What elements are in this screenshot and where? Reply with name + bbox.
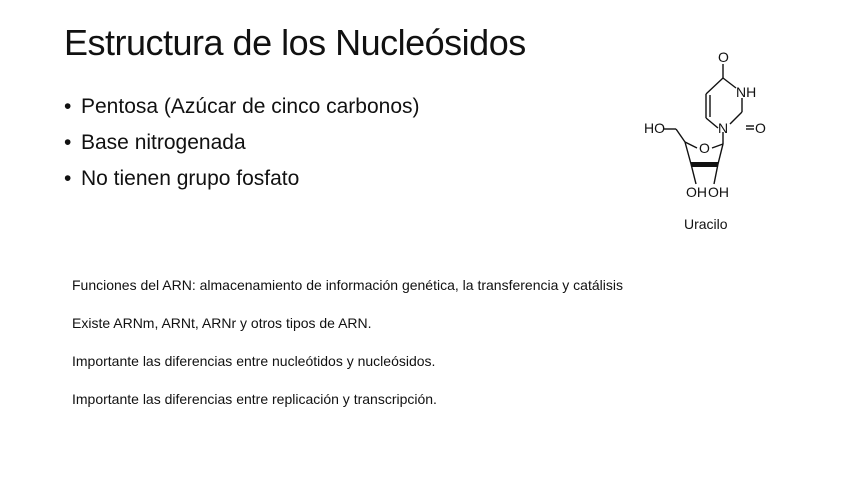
- bullet-list: [64, 89, 420, 197]
- atom-o-top: O: [718, 49, 729, 65]
- bullet-item: [64, 89, 420, 125]
- uracil-ring-bonds: [706, 64, 757, 144]
- bullet-item: [64, 125, 420, 161]
- bullet-marker: •: [64, 167, 72, 190]
- atom-oh-left: OH: [686, 184, 707, 200]
- note-line: Importante las diferencias entre nucleótidos y nucleósidos.: [72, 353, 436, 369]
- bullet-marker: •: [64, 95, 72, 118]
- note-line: Existe ARNm, ARNt, ARNr y otros tipos de ARN.: [72, 315, 372, 331]
- note-line: Importante las diferencias entre replicación y transcripción.: [72, 391, 437, 407]
- atom-nh: NH: [736, 84, 757, 100]
- note-line: Funciones del ARN: almacenamiento de información genética, la transferencia y catálisis: [72, 277, 623, 293]
- ribose-ring-bonds: [664, 129, 723, 184]
- uridine-structure-diagram: [638, 44, 778, 204]
- bullet-text: No tienen grupo fosfato: [81, 167, 300, 190]
- atom-o-ring: O: [699, 140, 710, 156]
- slide-title: Estructura de los Nucleósidos: [64, 22, 526, 63]
- atom-oh-right: OH: [708, 184, 729, 200]
- bullet-item: [64, 161, 420, 197]
- atom-n-ring: N: [718, 120, 729, 136]
- atom-ho: HO: [644, 120, 665, 136]
- ribose-bold-bond: [691, 162, 718, 167]
- figure-caption: Uracilo: [684, 216, 728, 232]
- atom-o-right: O: [755, 120, 766, 136]
- bullet-text: Pentosa (Azúcar de cinco carbonos): [81, 95, 420, 118]
- notes-section: [72, 277, 623, 429]
- bullet-marker: •: [64, 131, 72, 154]
- bullet-text: Base nitrogenada: [81, 131, 246, 154]
